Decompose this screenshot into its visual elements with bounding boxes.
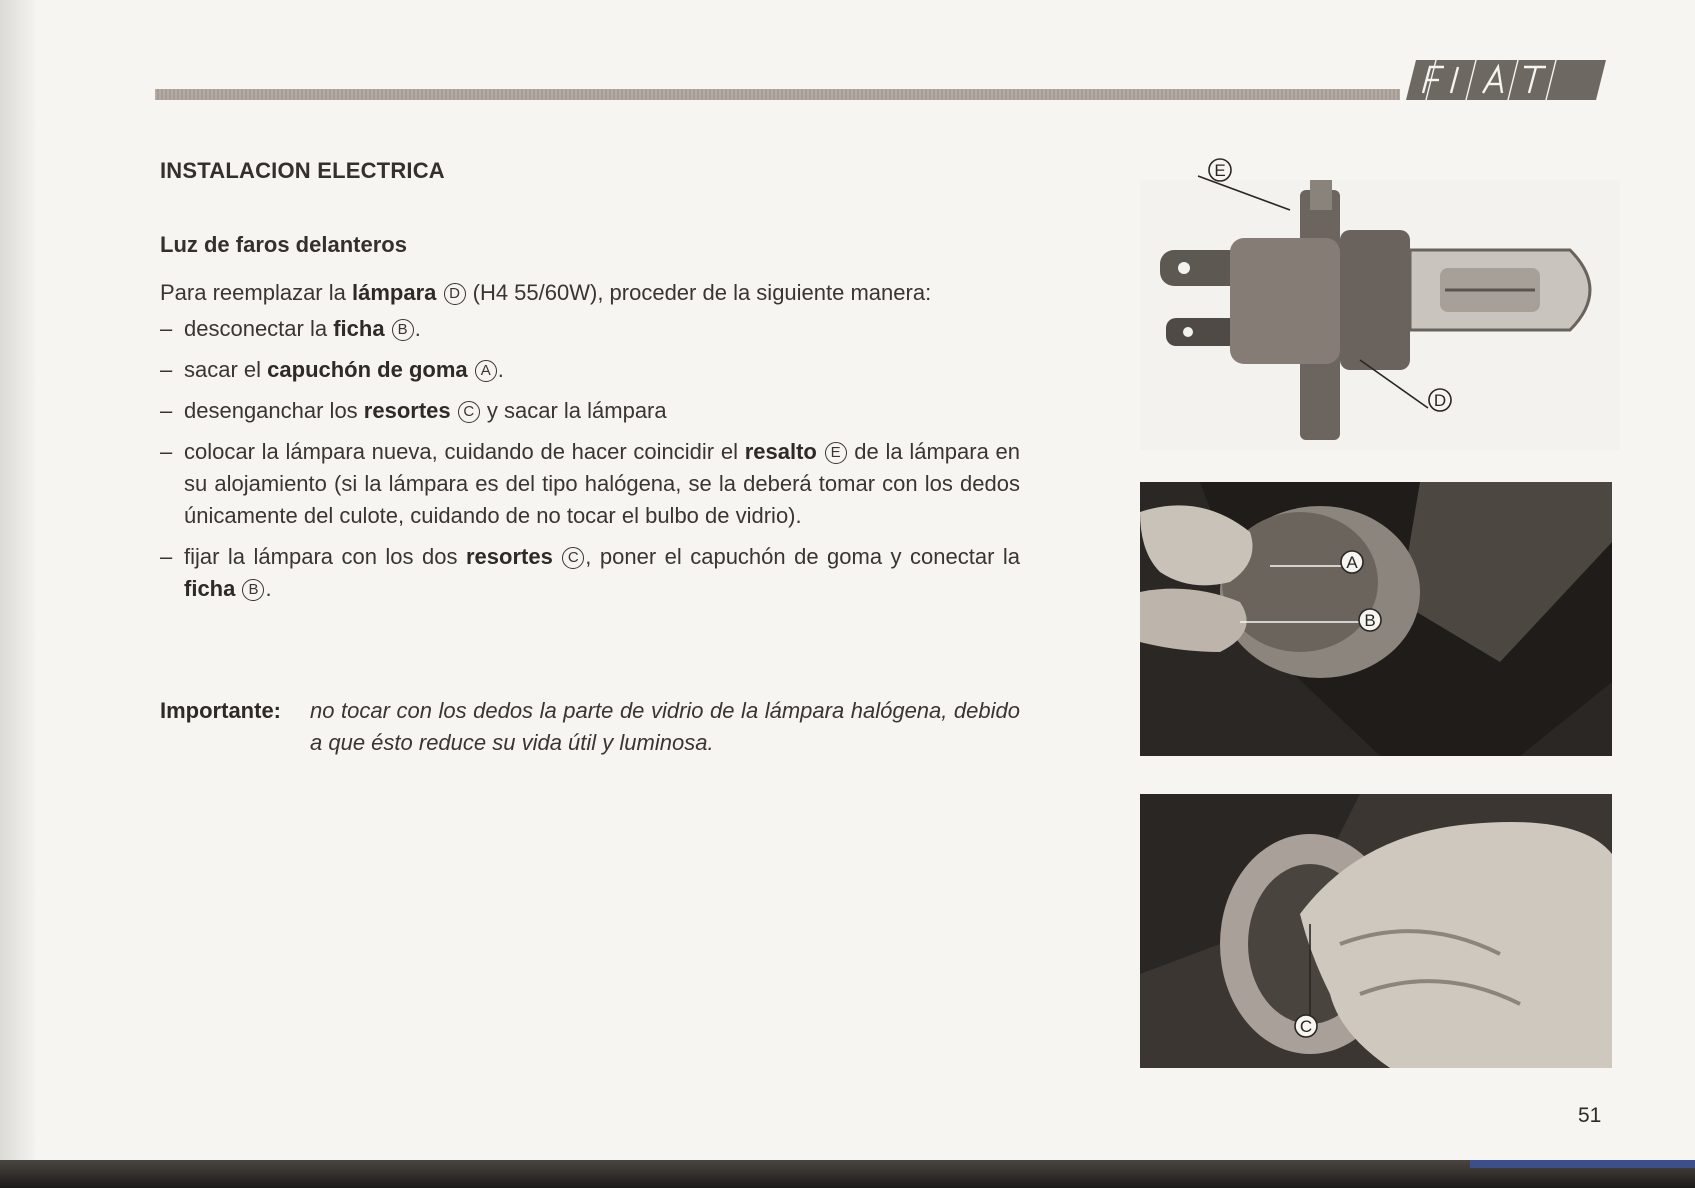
- step-dash: –: [160, 544, 173, 569]
- callout-b: [1359, 609, 1381, 631]
- step-item: – desenganchar los resortes C y sacar la lámpara: [160, 395, 1020, 427]
- badge-letter: C: [458, 401, 480, 423]
- step-dash: –: [160, 398, 173, 423]
- page-binding-edge: [0, 0, 36, 1188]
- figure-h4-bulb: [1140, 150, 1620, 450]
- step-dash: –: [160, 439, 173, 464]
- svg-text:A: A: [1346, 553, 1358, 572]
- callout-d: [1429, 389, 1451, 411]
- badge-letter: B: [392, 319, 414, 341]
- header-rule: [155, 89, 1400, 100]
- svg-text:C: C: [1299, 1017, 1313, 1036]
- fiat-logo: [1406, 60, 1606, 100]
- badge-letter: E: [825, 442, 847, 464]
- callout-c: [1295, 1015, 1317, 1037]
- figure-bulb-in-housing: [1140, 794, 1612, 1068]
- fiat-logo-text: FIAT: [1406, 60, 1409, 61]
- page-bottom-edge: [0, 1160, 1695, 1188]
- badge-letter: B: [242, 579, 264, 601]
- step-item: – fijar la lámpara con los dos resortes C , poner el capuchón de goma y conectar la ficha B .: [160, 541, 1020, 605]
- intro-bold: lámpara: [351, 280, 437, 305]
- intro-paragraph: Para reemplazar la lámpara D (H4 55/60W), proceder de la siguiente manera:: [160, 280, 932, 305]
- important-label: Importante:: [160, 698, 281, 723]
- callout-a: [1341, 551, 1363, 573]
- page-bottom-edge-accent: [1470, 1160, 1695, 1168]
- callout-e: [1209, 159, 1231, 181]
- badge-letter: A: [475, 360, 497, 382]
- svg-text:D: D: [1433, 391, 1447, 410]
- subsection-title: Luz de faros delanteros: [160, 232, 407, 257]
- step-dash: –: [160, 357, 173, 382]
- important-note: [160, 695, 1020, 759]
- step-item: – sacar el capuchón de goma A .: [160, 354, 1020, 386]
- step-dash: –: [160, 316, 173, 341]
- step-item: – desconectar la ficha B .: [160, 313, 1020, 345]
- badge-letter: C: [562, 547, 584, 569]
- steps-list: [160, 313, 1020, 614]
- figure-headlight-rear: [1140, 482, 1612, 756]
- step-item: – colocar la lámpara nueva, cuidando de hacer coincidir el resalto E de la lámpara en su alojamiento (si la lámpara es del tipo halógena, se la deberá tomar con los dedos únicamente del culote, cuidando de no tocar el bulbo de vidrio).: [160, 436, 1020, 532]
- important-text: no tocar con los dedos la parte de vidrio de la lámpara halógena, debido a que ésto reduce su vida útil y luminosa.: [310, 698, 1020, 755]
- page-number: 51: [1578, 1104, 1602, 1127]
- svg-text:E: E: [1214, 161, 1226, 180]
- svg-text:B: B: [1364, 611, 1376, 630]
- badge-letter: D: [444, 283, 466, 305]
- section-title: INSTALACION ELECTRICA: [160, 158, 445, 183]
